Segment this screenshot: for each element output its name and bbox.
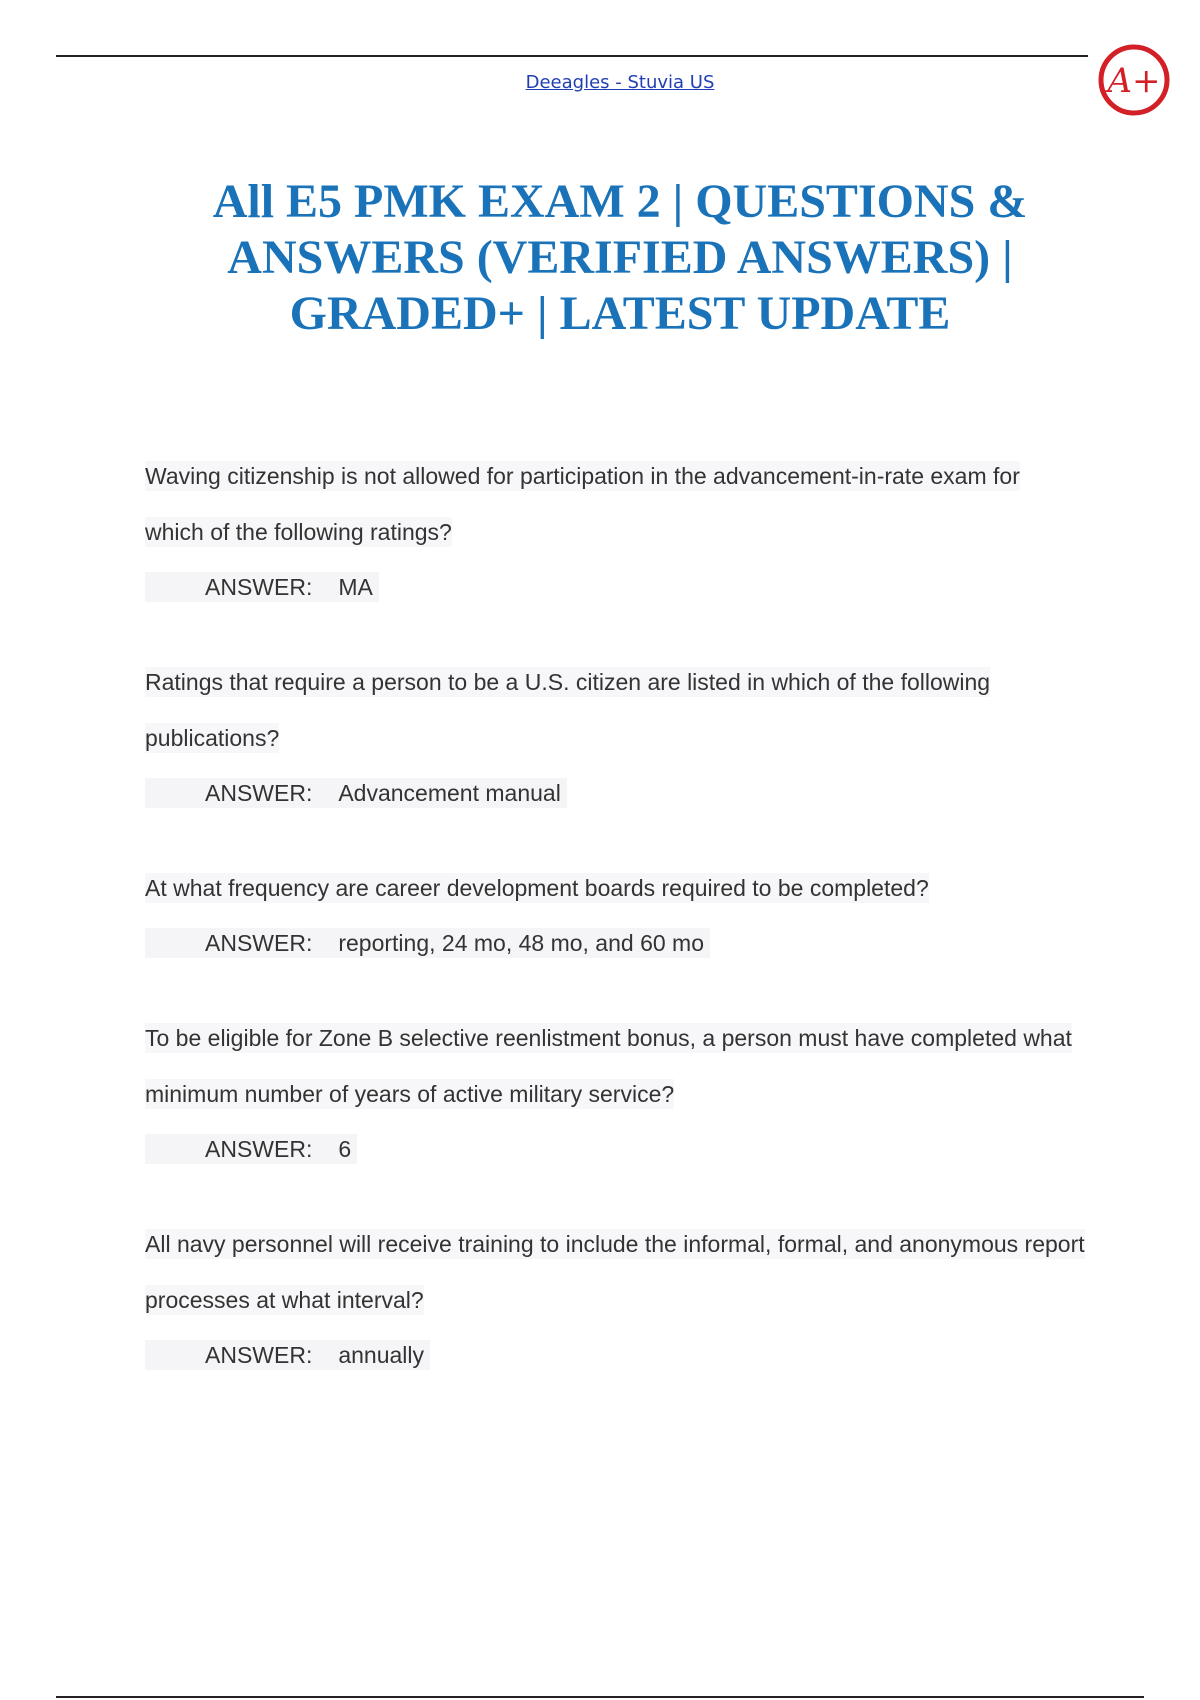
answer-text: annually (338, 1342, 425, 1368)
answer-row (145, 928, 710, 958)
answer-row (145, 1134, 357, 1164)
answer-text: MA (338, 574, 373, 600)
answer-row (145, 778, 567, 808)
answer-label: ANSWER: (205, 930, 313, 956)
qa-item (145, 1216, 1085, 1370)
qa-item (145, 654, 1085, 808)
badge-text: A+ (1107, 61, 1161, 101)
answer-row (145, 1340, 430, 1370)
question-text: Waving citizenship is not allowed for participation in the advancement-in-rate exam for which of the following ratings? (145, 463, 1020, 545)
answer-row (145, 572, 379, 602)
a-plus-grade-icon (1096, 42, 1172, 118)
answer-label: ANSWER: (205, 780, 313, 806)
header-divider (56, 55, 1088, 57)
question-text: To be eligible for Zone B selective reenlistment bonus, a person must have completed what minimum number of years of active military service? (145, 1025, 1072, 1107)
qa-item (145, 1010, 1085, 1164)
answer-text: reporting, 24 mo, 48 mo, and 60 mo (338, 930, 704, 956)
qa-item (145, 448, 1085, 602)
document-title: All E5 PMK EXAM 2 | QUESTIONS & ANSWERS (VERIFIED ANSWERS) | GRADED+ | LATEST UPDATE (212, 175, 1028, 341)
question-text: Ratings that require a person to be a U.S. citizen are listed in which of the following publications? (145, 669, 991, 751)
answer-label: ANSWER: (205, 1342, 313, 1368)
answer-text: Advancement manual (338, 780, 561, 806)
source-link[interactable]: Deeagles - Stuvia US (525, 72, 715, 93)
question-text: All navy personnel will receive training to include the informal, formal, and anonymous report processes at what interval? (145, 1231, 1085, 1313)
answer-label: ANSWER: (205, 1136, 313, 1162)
answer-text: 6 (338, 1136, 352, 1162)
footer-divider (56, 1696, 1144, 1698)
answer-label: ANSWER: (205, 574, 313, 600)
question-text: At what frequency are career development boards required to be completed? (145, 875, 929, 901)
qa-item (145, 860, 1085, 958)
qa-list (145, 448, 1085, 1422)
